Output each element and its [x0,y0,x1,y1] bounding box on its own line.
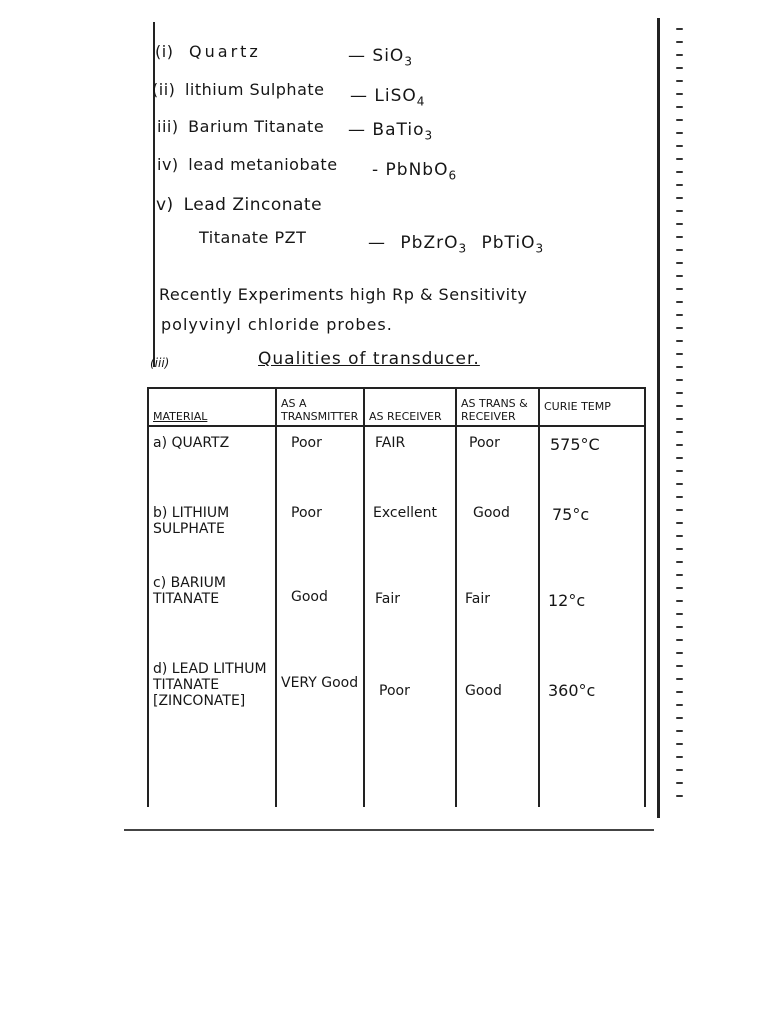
recent-line-2: polyvinyl chloride probes. [161,315,393,334]
perforation-tick [676,626,683,628]
section-title: Qualities of transducer. [258,349,480,369]
perforation-tick [676,470,683,472]
cell-material: c) BARIUM TITANATE [148,567,276,653]
cell-transmitter: Poor [276,426,364,497]
perforation-tick [676,652,683,654]
perforation-tick [676,561,683,563]
cell-receiver: Poor [364,653,456,745]
material-line-4: iv) lead metaniobate [157,155,338,174]
cell-material: b) LITHIUM SULPHATE [148,497,276,567]
table-row-empty [148,745,645,807]
perforation-tick [676,756,683,758]
perforation-tick [676,483,683,485]
cell-trans-receiver: Fair [456,567,539,653]
perforation-tick [676,236,683,238]
material-line-5: v) Lead Zinconate [156,195,323,215]
cell-trans-receiver: Good [456,497,539,567]
perforation-tick [676,249,683,251]
perforation-tick [676,145,683,147]
cell-receiver: FAIR [364,426,456,497]
perforation-tick [676,106,683,108]
perforation-tick [676,80,683,82]
perforation-tick [676,54,683,56]
perforation-tick [676,353,683,355]
header-material: MATERIAL [148,388,276,426]
cell-transmitter: Good [276,567,364,653]
perforation-tick [676,444,683,446]
perforation-tick [676,301,683,303]
perforation-tick [676,691,683,693]
perforation-tick [676,28,683,30]
perforation-tick [676,665,683,667]
pzt-line: Titanate PZT [199,228,307,247]
table-row [148,653,645,745]
cell-receiver: Fair [364,567,456,653]
header-receiver: AS RECEIVER [364,388,456,426]
perforation-tick [676,275,683,277]
perforation-tick [676,496,683,498]
perforation-tick [676,67,683,69]
perforation-tick [676,730,683,732]
perforation-tick [676,509,683,511]
perforation-tick [676,769,683,771]
cell-curie: 12°c [539,567,645,653]
cell-receiver: Excellent [364,497,456,567]
perforation-tick [676,392,683,394]
cell-curie: 575°C [539,426,645,497]
perforation-tick [676,743,683,745]
perforation-tick [676,223,683,225]
perforation-tick [676,132,683,134]
perforation-tick [676,379,683,381]
perforation-tick [676,197,683,199]
header-curie-temp: CURIE TEMP [539,388,645,426]
right-margin-line [657,18,660,818]
perforation-tick [676,782,683,784]
cell-trans-receiver: Good [456,653,539,745]
header-trans-receiver: AS TRANS & RECEIVER [456,388,539,426]
perforation-tick [676,158,683,160]
perforation-tick [676,262,683,264]
material-line-3: iii) Barium Titanate [157,117,325,136]
perforation-tick [676,717,683,719]
perforation-tick [676,457,683,459]
perforation-tick [676,327,683,329]
perforation-tick [676,548,683,550]
pzt-formula: — PbZrO$_3$ PbTiO$_3$ [368,233,545,256]
perforation-tick [676,431,683,433]
perforation-tick [676,639,683,641]
perforation-tick [676,678,683,680]
cell-material: d) LEAD LITHUM TITANATE [ZINCONATE] [148,653,276,745]
cell-transmitter: VERY Good [276,653,364,745]
perforation-tick [676,574,683,576]
perforation-tick [676,795,683,797]
recent-line-1: Recently Experiments high Rp & Sensitivity [159,285,528,304]
perforation-tick [676,314,683,316]
formula-4: - PbNbO$_6$ [372,160,458,183]
perforation-tick [676,210,683,212]
perforation-tick [676,704,683,706]
left-margin-line [153,22,155,367]
perforation-tick [676,119,683,121]
table-row [148,426,645,497]
cell-curie: 360°c [539,653,645,745]
perforation-tick [676,587,683,589]
perforation-tick [676,184,683,186]
perforation-tick [676,366,683,368]
perforation-tick [676,600,683,602]
perforation-tick [676,41,683,43]
perforation-tick [676,613,683,615]
table-row [148,497,645,567]
perforation-tick [676,418,683,420]
perforation-tick [676,171,683,173]
formula-3: — BaTio$_3$ [348,120,434,143]
perforation-ticks [676,28,686,818]
perforation-tick [676,405,683,407]
section-number: (iii) [150,356,170,370]
cell-transmitter: Poor [276,497,364,567]
table-row [148,567,645,653]
perforation-tick [676,93,683,95]
material-line-1: (i) Quartz [155,42,261,61]
header-transmitter: AS A TRANSMITTER [276,388,364,426]
table-header-row [148,388,645,426]
qualities-table [147,387,646,807]
cell-trans-receiver: Poor [456,426,539,497]
perforation-tick [676,340,683,342]
formula-2: — LiSO$_4$ [350,86,426,109]
formula-1: — SiO$_3$ [348,46,413,69]
material-line-2: (ii) lithium Sulphate [152,80,325,99]
perforation-tick [676,288,683,290]
perforation-tick [676,535,683,537]
cell-curie: 75°c [539,497,645,567]
bottom-rule [124,829,654,831]
cell-material: a) QUARTZ [148,426,276,497]
perforation-tick [676,522,683,524]
